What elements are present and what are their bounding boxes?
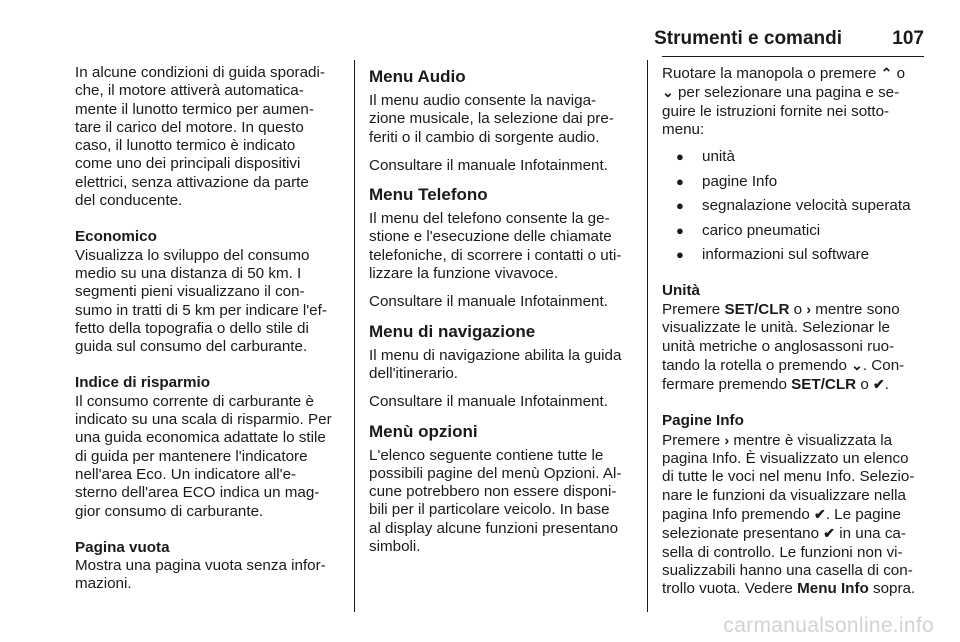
chevron-down-icon: ⌄ xyxy=(851,356,863,373)
telefono-body: Il menu del telefono consente la ge- stione e l'esecuzione delle chiamate telefoniche, di scorrere i contatti o uti- lizzare la funzione vivavoce. xyxy=(369,210,622,283)
vuota-heading: Pagina vuota xyxy=(75,538,170,556)
list-item: ● segnalazione velocità superata xyxy=(662,194,934,219)
header-title: Strumenti e comandi xyxy=(654,28,842,49)
column-left xyxy=(75,64,347,604)
telefono-ref: Consultare il manuale Infotainment. xyxy=(369,293,608,311)
risparmio-heading: Indice di risparmio xyxy=(75,374,211,392)
audio-body: Il menu audio consente la naviga- zione musicale, la selezione dai pre- feriti o il cambio di sorgente audio. xyxy=(369,92,614,146)
info-section: Pagine Info Premere › mentre è visualizzata la pagina Info. È visualizzato un elenco di tutte le voci nel menu Info. Selezio- nare le funzioni da visualizzare nella pagina Info premendo ✔. Le pagine selezionate presentano ✔ in una ca- sella di controllo. Le funzioni non vi- sualizzabili hanno una casella di con- trollo vuota. Vedere Menu Info sopra. xyxy=(662,412,916,598)
navigazione-ref: Consultare il manuale Infotainment. xyxy=(369,393,608,411)
telefono-heading: Menu Telefono xyxy=(369,185,488,205)
audio-heading: Menu Audio xyxy=(369,67,466,86)
unita-section: Unità Premere SET/CLR o › mentre sono visualizzate le unità. Selezionar le unità metriche o anglosassoni ruo- tando la rotella o premendo ⌄. Con- fermare premendo SET/CLR o ✔. xyxy=(662,281,905,394)
economico-heading: Economico xyxy=(75,228,157,246)
navigazione-body: Il menu di navigazione abilita la guida dell'itinerario. xyxy=(369,346,622,382)
column-right xyxy=(662,64,934,608)
watermark: carmanualsonline.info xyxy=(723,614,934,637)
intro-paragraph: In alcune condizioni di guida sporadi- che, il motore attiverà automatica- mente il lunotto termico per aumen- tare il carico del motore. In questo caso, il lunotto termico è indicato come uno dei principali dispositivi elettrici, senza attivazione da parte del conducente. xyxy=(75,64,325,210)
economico-section: Economico Visualizza lo sviluppo del consumo medio su una distanza di 50 km. I segmenti pieni visualizzano il con- sumo in tratti di 5 km per indicare l'ef- fetto della topografia o dello stile di guida sul consumo del carburante. xyxy=(75,228,327,356)
chevron-down-icon: ⌄ xyxy=(662,84,674,101)
right-intro: Ruotare la manopola o premere ⌃ o ⌄ per selezionare una pagina e se- guire le istruzioni fornite nei sotto- menu: xyxy=(662,65,906,138)
bullet-icon: ● xyxy=(676,149,684,165)
list-item: ● informazioni sul software xyxy=(662,243,934,268)
bullet-icon: ● xyxy=(676,222,684,238)
bullet-icon: ● xyxy=(676,247,684,263)
risparmio-section: Indice di risparmio Il consumo corrente di carburante è indicato su una scala di risparmio. Per una guida economica adattate lo stile di guida per mantenere l'indicatore nell'area Eco. Un indicatore all'e- sterno dell'area ECO indica un mag- gior consumo di carburante. xyxy=(75,374,332,520)
list-item: ● unità xyxy=(662,145,934,170)
page-header xyxy=(654,22,924,57)
column-divider-1 xyxy=(354,60,355,612)
page-number: 107 xyxy=(892,28,924,49)
opzioni-body: L'elenco seguente contiene tutte le possibili pagine del menù Opzioni. Al- cune potrebbero non essere disponi- bili per il particolare veicolo. In base al display alcune funzioni presentano simboli. xyxy=(369,446,622,556)
unita-heading: Unità xyxy=(662,281,700,299)
check-icon: ✔ xyxy=(823,525,836,542)
opzioni-heading: Menù opzioni xyxy=(369,421,478,441)
check-icon: ✔ xyxy=(814,505,826,522)
bullet-icon: ● xyxy=(676,173,684,189)
chevron-up-icon: ⌃ xyxy=(880,65,893,81)
options-list xyxy=(662,145,934,268)
bullet-icon: ● xyxy=(676,198,684,214)
column-divider-2 xyxy=(647,60,648,612)
chevron-right-icon: › xyxy=(806,300,812,317)
column-middle xyxy=(369,64,641,566)
audio-ref: Consultare il manuale Infotainment. xyxy=(369,156,608,174)
check-icon: ✔ xyxy=(873,376,885,393)
navigazione-heading: Menu di navigazione xyxy=(369,321,536,341)
chevron-right-icon: › xyxy=(724,431,730,448)
list-item: ● carico pneumatici xyxy=(662,219,934,244)
vuota-section: Pagina vuota Mostra una pagina vuota senza infor- mazioni. xyxy=(75,538,326,593)
list-item: ● pagine Info xyxy=(662,170,934,195)
info-heading: Pagine Info xyxy=(662,412,744,430)
